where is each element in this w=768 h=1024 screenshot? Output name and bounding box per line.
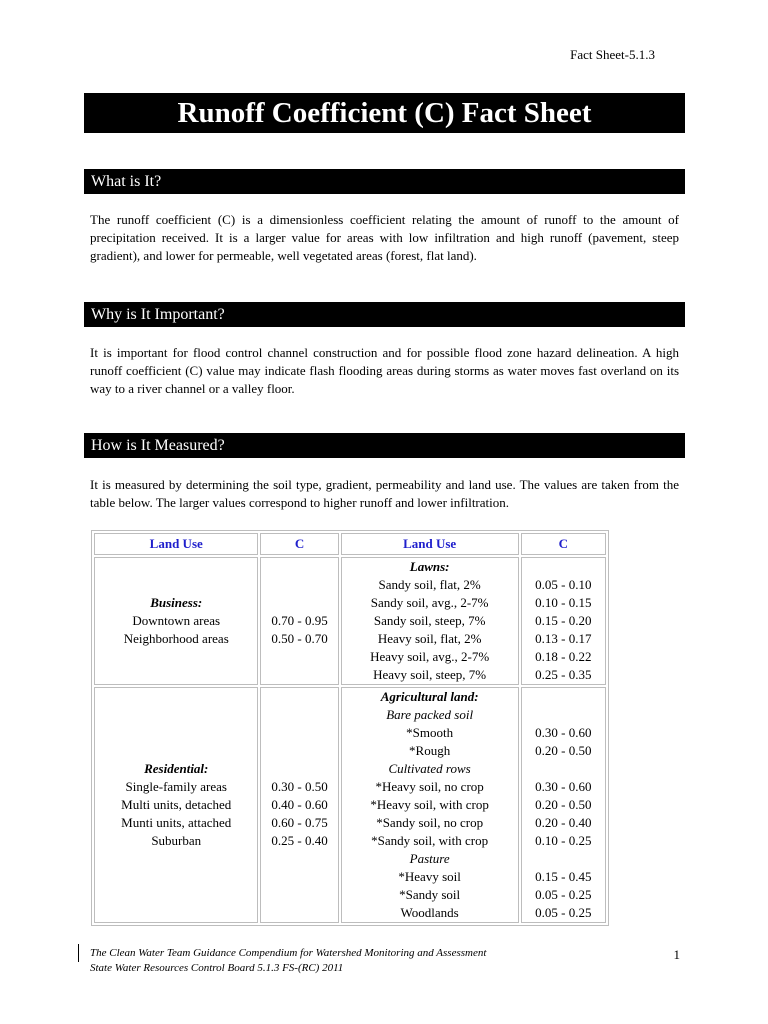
- business-value: 0.50 - 0.70: [271, 631, 328, 646]
- agricultural-land-use-cell: [341, 687, 519, 923]
- section-heading-why: Why is It Important?: [84, 302, 685, 327]
- residential-value: 0.30 - 0.50: [271, 779, 328, 794]
- footer-citation: [90, 946, 486, 976]
- header-c: C: [521, 533, 606, 555]
- footer-rule: [78, 944, 79, 962]
- header-c: C: [260, 533, 338, 555]
- business-use: Downtown areas: [132, 613, 221, 628]
- lawns-category: Lawns:: [409, 559, 450, 574]
- header-land-use: Land Use: [341, 533, 519, 555]
- lawn-value: 0.25 - 0.35: [535, 667, 592, 682]
- section-heading-how: How is It Measured?: [84, 433, 685, 458]
- business-use: Neighborhood areas: [123, 631, 229, 646]
- agricultural-value: 0.30 - 0.60: [535, 725, 592, 740]
- pasture-subheading: Pasture: [409, 851, 450, 866]
- header-land-use: Land Use: [94, 533, 258, 555]
- lawn-value: 0.13 - 0.17: [535, 631, 592, 646]
- page-number: 1: [673, 947, 680, 962]
- agricultural-use: *Smooth: [406, 725, 454, 740]
- woodlands-value: 0.05 - 0.25: [535, 905, 592, 920]
- lawn-use: Heavy soil, avg., 2-7%: [370, 649, 490, 664]
- agricultural-value: 0.20 - 0.40: [535, 815, 592, 830]
- business-category: Business:: [150, 595, 203, 610]
- residential-value: 0.40 - 0.60: [271, 797, 328, 812]
- lawn-use: Sandy soil, flat, 2%: [378, 577, 481, 592]
- residential-category: Residential:: [144, 761, 209, 776]
- lawn-value: 0.15 - 0.20: [535, 613, 592, 628]
- agricultural-use: *Heavy soil: [398, 869, 461, 884]
- table-row: [94, 557, 606, 685]
- residential-value: 0.60 - 0.75: [271, 815, 328, 830]
- residential-value: 0.25 - 0.40: [271, 833, 328, 848]
- section-body-why: It is important for flood control channel construction and for possible flood zone hazard delineation. A high runoff coefficient (C) value may indicate flash flooding areas during storms as water moves fast overland on its way to a river channel or a valley floor.: [90, 345, 679, 396]
- lawn-use: Heavy soil, steep, 7%: [373, 667, 487, 682]
- lawns-c-cell: [521, 557, 606, 685]
- lawn-value: 0.05 - 0.10: [535, 577, 592, 592]
- page-title: Runoff Coefficient (C) Fact Sheet: [84, 93, 685, 133]
- residential-land-use-cell: [94, 687, 258, 923]
- section-heading-what: What is It?: [84, 169, 685, 194]
- lawn-use: Sandy soil, avg., 2-7%: [370, 595, 489, 610]
- residential-use: Single-family areas: [125, 779, 227, 794]
- agricultural-c-cell: [521, 687, 606, 923]
- residential-use: Multi units, detached: [121, 797, 232, 812]
- lawn-use: Heavy soil, flat, 2%: [377, 631, 482, 646]
- agricultural-value: 0.15 - 0.45: [535, 869, 592, 884]
- business-value: 0.70 - 0.95: [271, 613, 328, 628]
- lawn-value: 0.18 - 0.22: [535, 649, 592, 664]
- footer-line-2: State Water Resources Control Board 5.1.3 FS-(RC) 2011: [90, 962, 344, 974]
- agricultural-value: 0.30 - 0.60: [535, 779, 592, 794]
- woodlands-use: Woodlands: [400, 905, 459, 920]
- table-row: [94, 687, 606, 923]
- fact-sheet-id: Fact Sheet-5.1.3: [570, 47, 655, 62]
- agricultural-category: Agricultural land:: [380, 689, 479, 704]
- residential-use: Suburban: [151, 833, 202, 848]
- footer-line-1: The Clean Water Team Guidance Compendium for Watershed Monitoring and Assessment: [90, 947, 487, 959]
- agricultural-value: 0.20 - 0.50: [535, 743, 592, 758]
- runoff-coefficient-table: [91, 530, 609, 926]
- section-body-what: The runoff coefficient (C) is a dimensionless coefficient relating the amount of runoff to the amount of precipitation received. It is a larger value for areas with low infiltration and high runoff (pavement, steep gradient), and lower for permeable, well vegetated areas (forest, flat land).: [90, 212, 679, 263]
- bare-packed-subheading: Bare packed soil: [386, 707, 474, 722]
- agricultural-use: *Heavy soil, no crop: [375, 779, 484, 794]
- agricultural-use: *Sandy soil, no crop: [376, 815, 484, 830]
- agricultural-value: 0.20 - 0.50: [535, 797, 592, 812]
- residential-c-cell: [260, 687, 338, 923]
- lawn-use: Sandy soil, steep, 7%: [373, 613, 486, 628]
- agricultural-use: *Rough: [409, 743, 451, 758]
- footer: [78, 944, 688, 978]
- business-c-cell: [260, 557, 338, 685]
- agricultural-use: *Sandy soil: [399, 887, 461, 902]
- table-header-row: [94, 533, 606, 555]
- agricultural-use: *Sandy soil, with crop: [371, 833, 489, 848]
- lawns-land-use-cell: [341, 557, 519, 685]
- agricultural-use: *Heavy soil, with crop: [370, 797, 489, 812]
- agricultural-value: 0.10 - 0.25: [535, 833, 592, 848]
- business-land-use-cell: [94, 557, 258, 685]
- lawn-value: 0.10 - 0.15: [535, 595, 592, 610]
- cultivated-subheading: Cultivated rows: [388, 761, 471, 776]
- section-body-how: It is measured by determining the soil type, gradient, permeability and land use. The values are taken from the table below. The larger values correspond to higher runoff and lower infiltration.: [90, 477, 679, 510]
- residential-use: Munti units, attached: [121, 815, 232, 830]
- agricultural-value: 0.05 - 0.25: [535, 887, 592, 902]
